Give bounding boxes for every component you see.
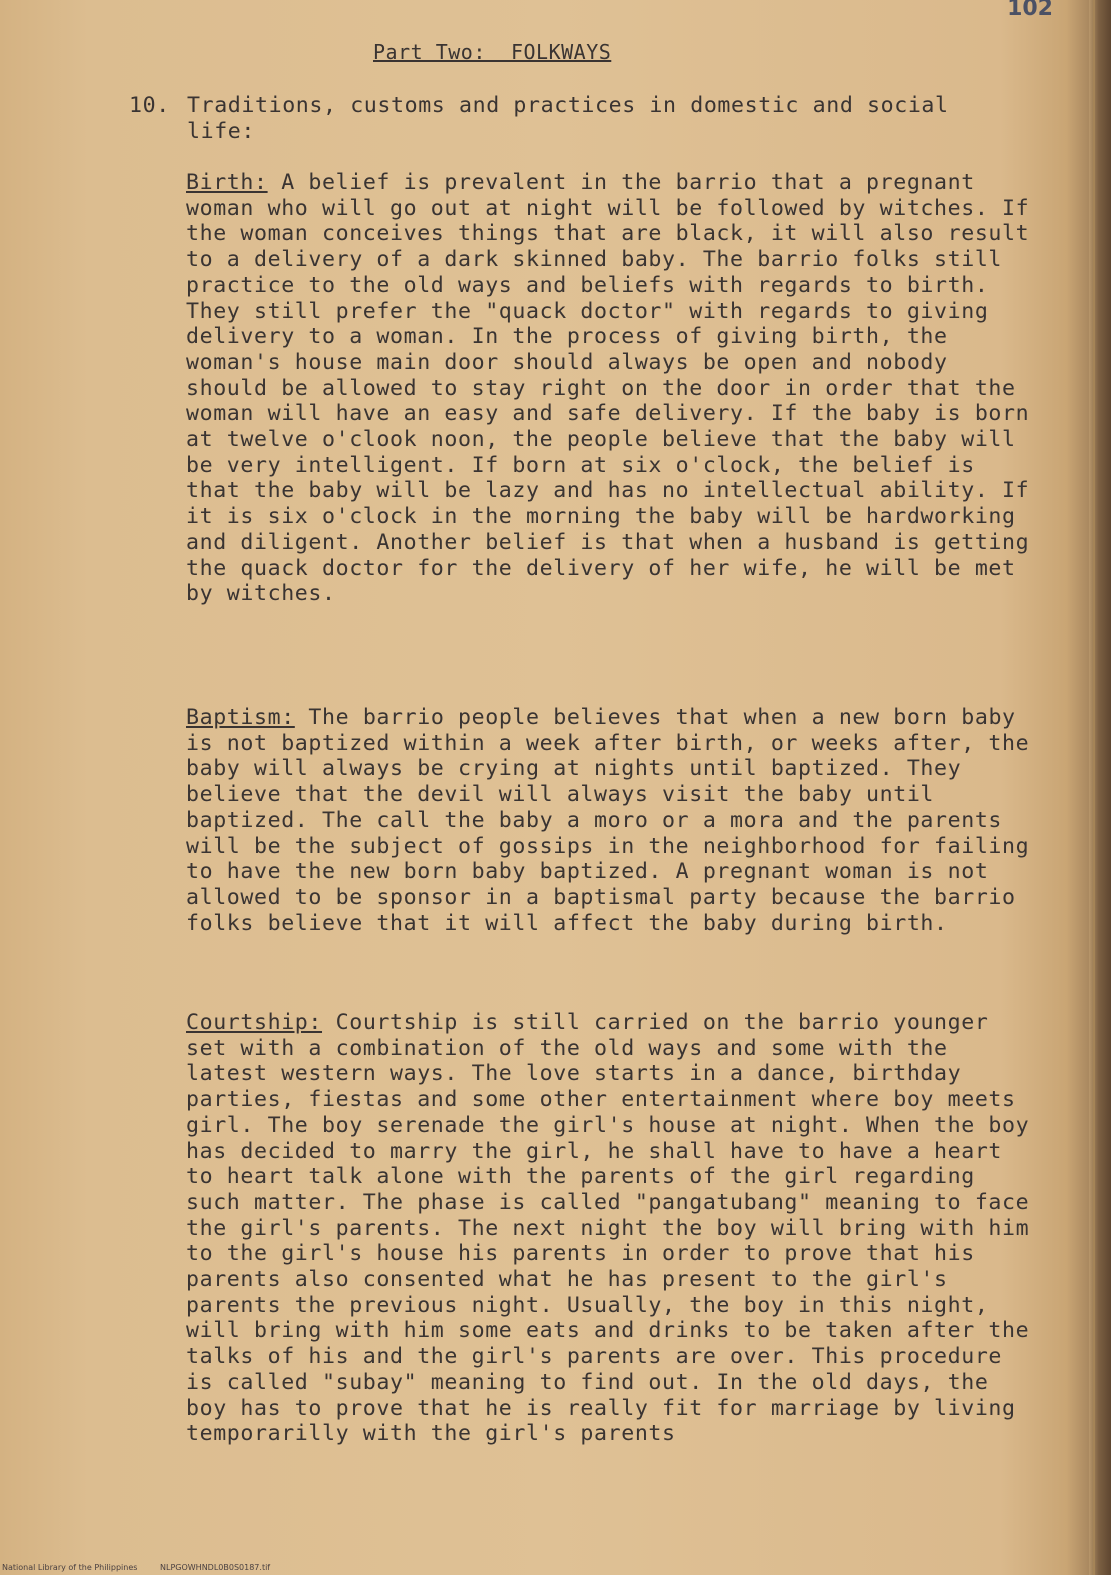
page-number: 102 xyxy=(1007,0,1053,21)
baptism-heading: Baptism: xyxy=(186,705,295,730)
courtship-body: Courtship is still carried on the barrio younger set with a combination of the old ways and some with the latest western ways. The love starts in a dance, birthday parties, fiestas and some other entertainment where boy meets girl. The boy serenade the girl's house at night. When the boy has decided to marry the girl, he shall have to have a heart to heart talk alone with the parents of the girl regarding such matter. The phase is called "pangatubang" meaning to face the girl's parents. The next night the boy will bring with him to the girl's house his parents in order to prove that his parents also consented what he has present to the girl's parents the previous night. Usually, the boy in this night, will bring with him some eats and drinks to be taken after the talks of his and the girl's parents are over. This procedure is called "subay" meaning to find out. In the old days, the boy has to prove that he is really fit for marriage by living temporarilly with the girl's parents xyxy=(186,1010,1030,1447)
page-binding-edge xyxy=(1089,0,1111,1575)
footer-source: National Library of the Philippines xyxy=(2,1563,138,1572)
courtship-heading: Courtship: xyxy=(186,1010,323,1035)
item-title: Traditions, customs and practices in domestic and social life: xyxy=(187,93,949,144)
birth-heading: Birth: xyxy=(186,170,268,195)
section-birth xyxy=(186,170,1036,607)
section-courtship xyxy=(186,1010,1036,1447)
footer-file-code: NLPGOWHNDL0B0S0187.tif xyxy=(160,1563,271,1572)
baptism-body: The barrio people believes that when a new born baby is not baptized within a week after birth, or weeks after, the baby will always be crying at nights until baptized. They believe that the devil will always visit the baby until baptized. The call the baby a moro or a mora and the parents will be the subject of gossips in the neighborhood for failing to have the new born baby baptized. A pregnant woman is not allowed to be sponsor in a baptismal party because the barrio folks believe that it will affect the baby during birth. xyxy=(186,705,1030,936)
item-number: 10. xyxy=(129,93,170,118)
section-baptism xyxy=(186,705,1036,936)
birth-body: A belief is prevalent in the barrio that a pregnant woman who will go out at night will be followed by witches. If the woman conceives things that are black, it will also result to a delivery of a dark skinned baby. The barrio folks still practice to the old ways and beliefs with regards to birth. They still prefer the "quack doctor" with regards to giving delivery to a woman. In the process of giving birth, the woman's house main door should always be open and nobody should be allowed to stay right on the door in order that the woman will have an easy and safe delivery. If the baby is born at twelve o'clook noon, the people believe that the baby will be very intelligent. If born at six o'clock, the belief is that the baby will be lazy and has no intellectual ability. If it is six o'clock in the morning the baby will be hardworking and diligent. Another belief is that when a husband is getting the quack doctor for the delivery of her wife, he will be met by witches. xyxy=(186,170,1030,607)
part-heading: Part Two: FOLKWAYS xyxy=(373,40,612,64)
